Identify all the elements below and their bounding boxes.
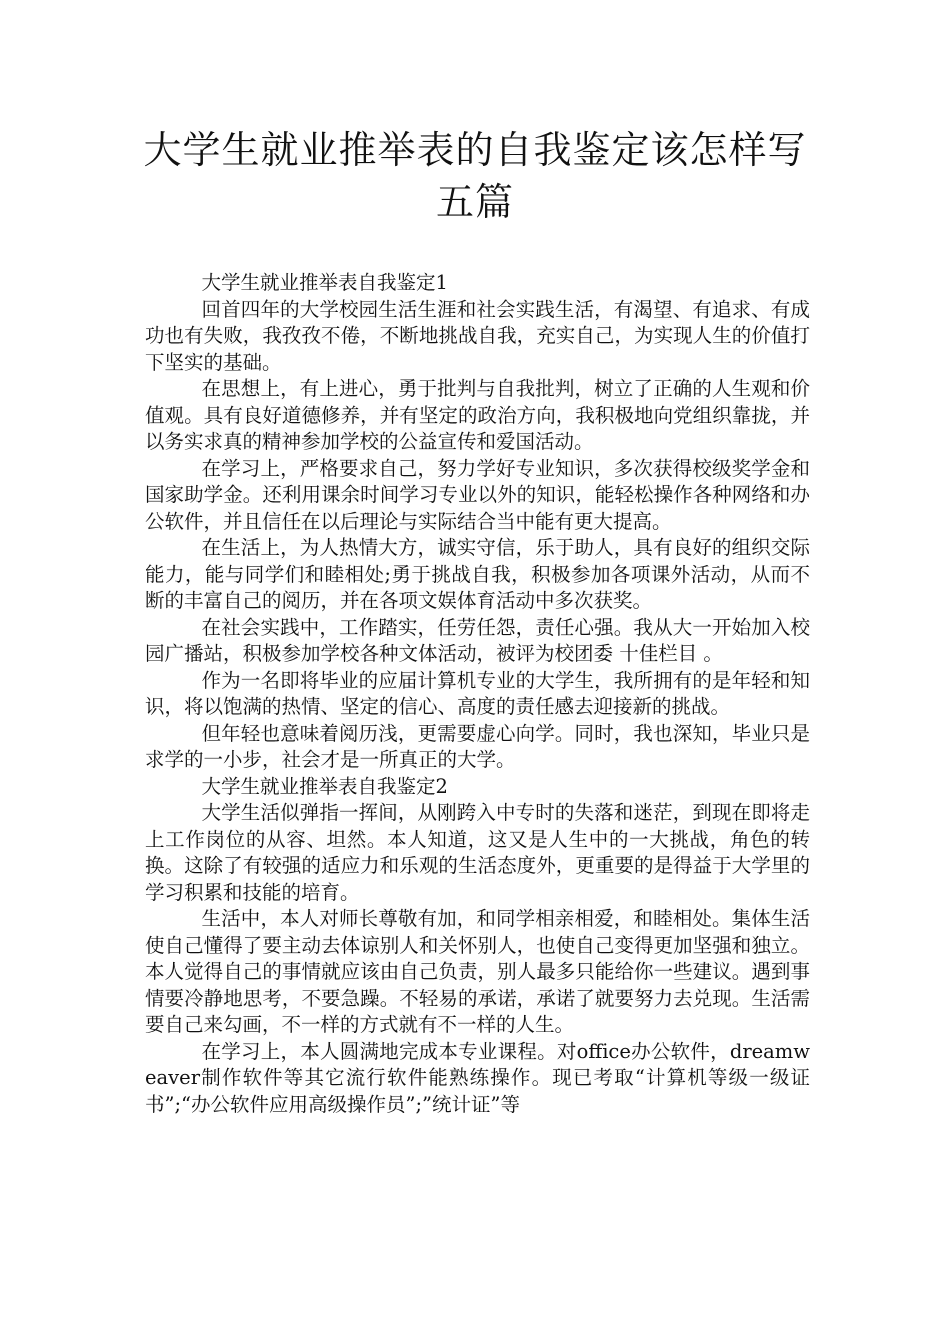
body-paragraph: 作为一名即将毕业的应届计算机专业的大学生，我所拥有的是年轻和知识，将以饱满的热情、坚定的信心、高度的责任感去迎接新的挑战。 xyxy=(145,668,810,718)
section-heading: 大学生就业推举表自我鉴定1 xyxy=(201,271,448,294)
body-paragraph: 在学习上，本人圆满地完成本专业课程。对office办公软件，dreamweaver制作软件等其它流行软件能熟练操作。现已考取“计算机等级一级证书”;“办公软件应用高级操作员”;”统计证”等 xyxy=(145,1039,810,1116)
body-paragraph: 生活中，本人对师长尊敬有加，和同学相亲相爱，和睦相处。集体生活使自己懂得了要主动去体谅别人和关怀别人，也使自己变得更加坚强和独立。本人觉得自己的事情就应该由自己负责，别人最多只能给你一些建议。遇到事情要冷静地思考，不要急躁。不轻易的承诺，承诺了就要努力去兑现。生活需要自己来勾画，不一样的方式就有不一样的人生。 xyxy=(145,907,810,1036)
body-paragraph: 在学习上，严格要求自己，努力学好专业知识，多次获得校级奖学金和国家助学金。还利用课余时间学习专业以外的知识，能轻松操作各种网络和办公软件，并且信任在以后理论与实际结合当中能有更大提高。 xyxy=(145,456,810,533)
section-heading: 大学生就业推举表自我鉴定2 xyxy=(201,774,448,798)
body-paragraph: 大学生活似弹指一挥间，从刚跨入中专时的失落和迷茫，到现在即将走上工作岗位的从容、坦然。本人知道，这又是人生中的一大挑战，角色的转换。这除了有较强的适应力和乐观的生活态度外，更重要的是得益于大学里的学习积累和技能的培育。 xyxy=(145,801,810,904)
body-paragraph: 但年轻也意味着阅历浅，更需要虚心向学。同时，我也深知，毕业只是求学的一小步，社会才是一所真正的大学。 xyxy=(145,721,810,771)
document-body xyxy=(145,270,810,1118)
body-paragraph: 在社会实践中，工作踏实，任劳任怨，责任心强。我从大一开始加入校园广播站，积极参加学校各种文体活动，被评为校团委 十佳栏目 。 xyxy=(145,615,810,665)
body-paragraph: 在生活上，为人热情大方，诚实守信，乐于助人，具有良好的组织交际能力，能与同学们和睦相处;勇于挑战自我，积极参加各项课外活动，从而不断的丰富自己的阅历，并在各项文娱体育活动中多次获奖。 xyxy=(145,536,810,612)
body-paragraph: 回首四年的大学校园生活生涯和社会实践生活，有渴望、有追求、有成功也有失败，我孜孜不倦，不断地挑战自我，充实自己，为实现人生的价值打下坚实的基础。 xyxy=(145,297,810,374)
body-paragraph: 在思想上，有上进心，勇于批判与自我批判，树立了正确的人生观和价值观。具有良好道德修养，并有坚定的政治方向，我积极地向党组织靠拢，并以务实求真的精神参加学校的公益宣传和爱国活动。 xyxy=(145,377,810,453)
document-title: 大学生就业推举表的自我鉴定该怎样写五篇 xyxy=(143,128,807,224)
